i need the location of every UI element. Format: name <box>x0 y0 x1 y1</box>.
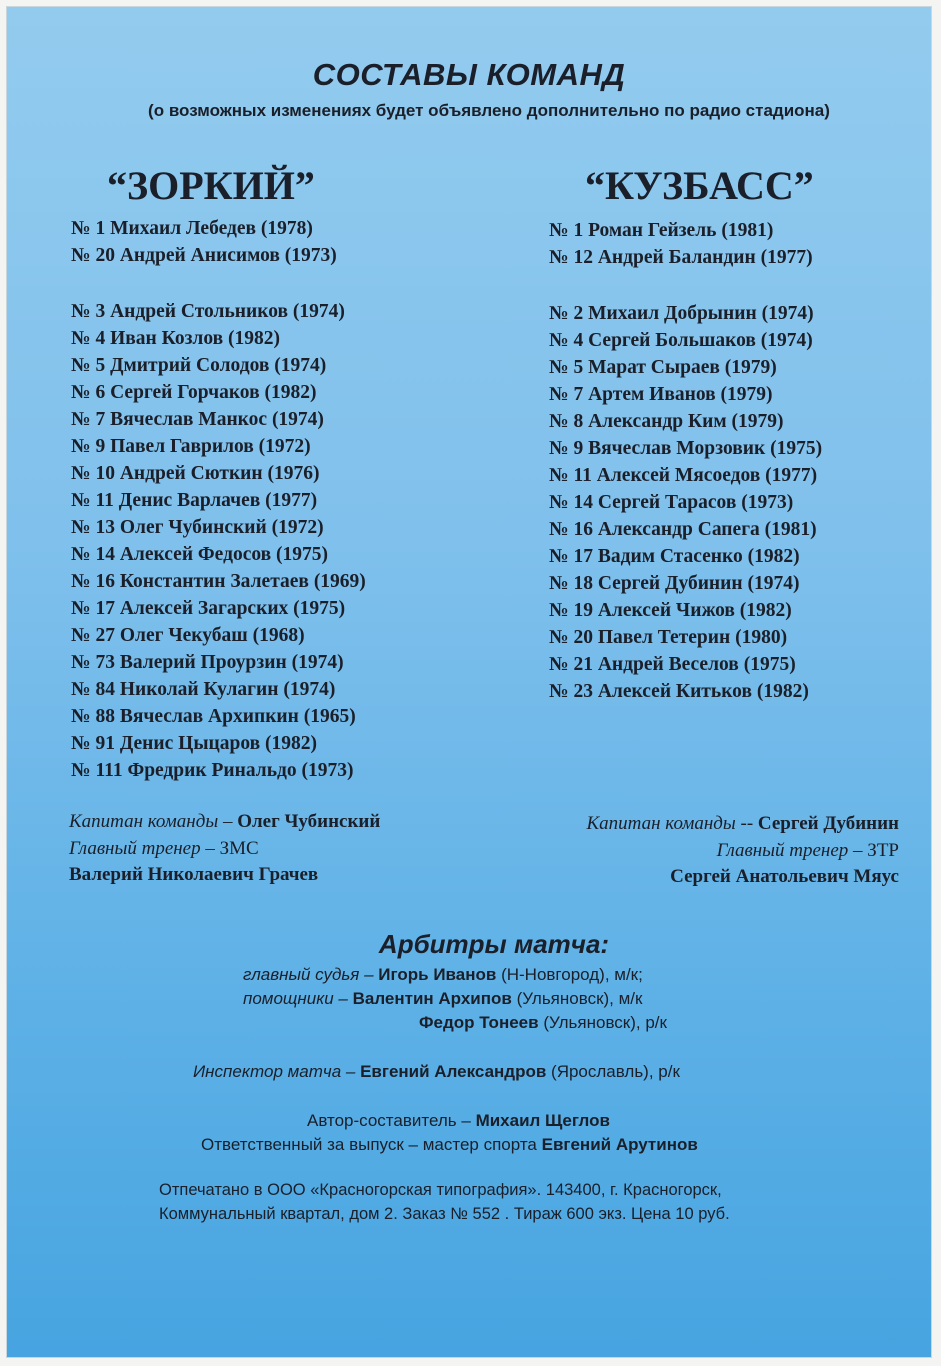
main-referee <box>243 965 941 985</box>
captain-name: Сергей Дубинин <box>757 813 899 834</box>
assistant-referee-1 <box>243 989 941 1009</box>
name: Михаил Щеглов <box>475 1111 610 1130</box>
staff-kuzbass <box>587 811 899 891</box>
name: Федор Тонеев <box>419 1013 539 1032</box>
captain-name: Олег Чубинский <box>237 811 381 832</box>
player-entry: № 11 Денис Варлачев (1977) <box>71 490 318 511</box>
coach-name: Валерий Николаевич Грачев <box>69 864 319 885</box>
staff-zorkiy <box>69 809 380 889</box>
player-entry: № 23 Алексей Китьков (1982) <box>549 681 809 702</box>
player-entry: № 111 Фредрик Ринальдо (1973) <box>71 760 354 781</box>
player-entry: № 91 Денис Цыцаров (1982) <box>71 733 318 754</box>
captain-label: Капитан команды -- <box>586 813 754 834</box>
player-entry: № 7 Артем Иванов (1979) <box>549 384 773 405</box>
label: главный судья – <box>243 965 374 984</box>
player-entry: № 16 Константин Залетаев (1969) <box>71 571 366 592</box>
player-entry: № 73 Валерий Проурзин (1974) <box>71 652 344 673</box>
coach-label: Главный тренер – <box>69 837 215 859</box>
player-entry: № 19 Алексей Чижов (1982) <box>549 600 792 621</box>
player-entry: № 9 Павел Гаврилов (1972) <box>71 436 311 457</box>
player-entry: № 14 Алексей Федосов (1975) <box>71 544 329 565</box>
detail: (Ульяновск), м/к <box>516 989 643 1008</box>
label: Инспектор матча – <box>193 1062 356 1081</box>
label: Ответственный за выпуск – мастер спорта <box>201 1135 537 1154</box>
roster-kuzbass <box>549 217 822 705</box>
player-entry: № 5 Дмитрий Солодов (1974) <box>71 355 327 376</box>
player-entry: № 1 Михаил Лебедев (1978) <box>71 218 313 239</box>
coach-name: Сергей Анатольевич Мяус <box>670 866 899 887</box>
name: Евгений Арутинов <box>541 1135 698 1154</box>
player-entry: № 7 Вячеслав Манкос (1974) <box>71 409 324 430</box>
name: Игорь Иванов <box>378 965 497 984</box>
page-subtitle: (о возможных изменениях будет объявлено дополнительно по радио стадиона) <box>148 101 830 120</box>
label: помощники – <box>243 989 348 1008</box>
match-inspector <box>193 1062 941 1082</box>
player-entry: № 1 Роман Гейзель (1981) <box>549 220 774 241</box>
author-credit <box>307 1111 941 1131</box>
player-entry: № 21 Андрей Веселов (1975) <box>549 654 796 675</box>
player-entry: № 12 Андрей Баландин (1977) <box>549 247 813 268</box>
player-entry: № 17 Вадим Стасенко (1982) <box>549 546 800 567</box>
name: Евгений Александров <box>360 1062 547 1081</box>
player-entry: № 88 Вячеслав Архипкин (1965) <box>71 706 356 727</box>
player-entry: № 5 Марат Сыраев (1979) <box>549 357 777 378</box>
player-entry: № 18 Сергей Дубинин (1974) <box>549 573 800 594</box>
assistant-referee-2 <box>419 1013 941 1033</box>
captain-label: Капитан команды – <box>69 811 233 832</box>
detail: (Ульяновск), р/к <box>543 1013 667 1032</box>
editor-credit <box>201 1135 941 1155</box>
page-title: СОСТАВЫ КОМАНД <box>312 57 626 92</box>
player-entry: № 13 Олег Чубинский (1972) <box>71 517 324 538</box>
player-entry: № 11 Алексей Мясоедов (1977) <box>549 465 818 486</box>
program-page <box>6 6 932 1358</box>
player-entry: № 84 Николай Кулагин (1974) <box>71 679 336 700</box>
player-entry: № 14 Сергей Тарасов (1973) <box>549 492 794 513</box>
coach-label: Главный тренер – <box>716 839 863 861</box>
player-entry: № 4 Сергей Большаков (1974) <box>549 330 813 351</box>
referees-heading: Арбитры матча: <box>378 929 610 959</box>
player-entry: № 9 Вячеслав Морзовик (1975) <box>549 438 823 459</box>
team-name-zorkiy: “ЗОРКИЙ” <box>107 163 315 208</box>
label: Автор-составитель – <box>307 1111 471 1130</box>
detail: (Н-Новгород), м/к; <box>501 965 643 984</box>
team-name-kuzbass: “КУЗБАСС” <box>585 163 814 208</box>
coach-title: ЗМС <box>219 837 259 859</box>
player-entry: № 20 Павел Тетерин (1980) <box>549 627 788 648</box>
name: Валентин Архипов <box>352 989 512 1008</box>
coach-title: ЗТР <box>867 839 899 861</box>
spacer <box>549 271 822 300</box>
detail: (Ярославль), р/к <box>551 1062 680 1081</box>
print-info-line-1: Отпечатано в ООО «Красногорская типография». 143400, г. Красногорск, <box>159 1181 722 1199</box>
player-entry: № 8 Александр Ким (1979) <box>549 411 784 432</box>
player-entry: № 27 Олег Чекубаш (1968) <box>71 625 305 646</box>
spacer <box>71 269 366 298</box>
player-entry: № 20 Андрей Анисимов (1973) <box>71 245 337 266</box>
print-info-line-2: Коммунальный квартал, дом 2. Заказ № 552 . Тираж 600 экз. Цена 10 руб. <box>159 1205 730 1223</box>
player-entry: № 3 Андрей Стольников (1974) <box>71 301 345 322</box>
player-entry: № 16 Александр Сапега (1981) <box>549 519 817 540</box>
player-entry: № 2 Михаил Добрынин (1974) <box>549 303 814 324</box>
player-entry: № 4 Иван Козлов (1982) <box>71 328 281 349</box>
player-entry: № 10 Андрей Сюткин (1976) <box>71 463 320 484</box>
player-entry: № 17 Алексей Загарских (1975) <box>71 598 346 619</box>
player-entry: № 6 Сергей Горчаков (1982) <box>71 382 317 403</box>
roster-zorkiy <box>71 215 366 784</box>
